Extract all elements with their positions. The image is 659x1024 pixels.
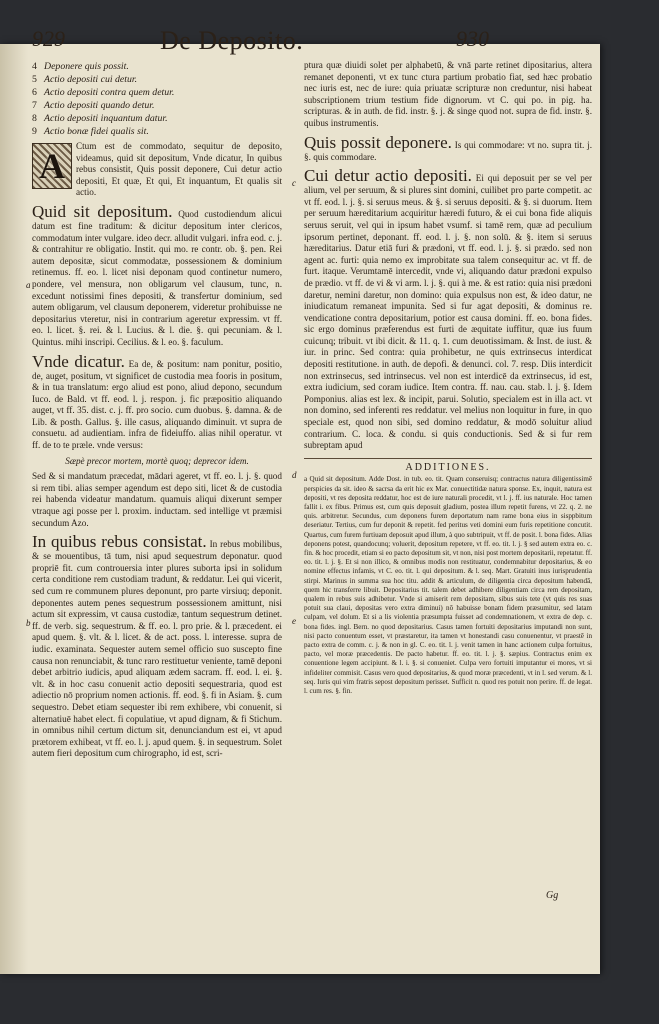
margin-letter: d (292, 470, 297, 480)
additiones-heading: ADDITIONES. (304, 458, 592, 474)
right-column (304, 60, 592, 696)
page-number-left: 929 (32, 26, 65, 51)
paragraph-scriptura: ptura quæ diuidi solet per alphabetū, & vnā parte retinet dipositarius, altera remanet deponenti, vt ex tunc ctura partium probatio fiat, sed hæc probatio nec iuris est, nec de iure: quia priuatæ scripturæ non creduntur, nisi habeat subscriptionem trium testium fide dignorum. vt C. qui po. in pig. ha. scripturas. & in auth. de fid. instr. §. j. & singe quod not. supra de fid. instr. §. quibus instrumentis. (304, 60, 592, 128)
margin-letter: a (26, 280, 31, 290)
rubric-cui-detur: Cui detur actio depositi. (304, 166, 472, 186)
margin-letter: b (26, 618, 31, 628)
verse-line: Sæpè precor mortem, mortè quoq; deprecor idem. (65, 455, 249, 466)
summary-item: 6 Actio depositi contra quem detur. (32, 87, 175, 98)
left-column (32, 60, 282, 760)
paragraph-mandatum: Sed & si mandatum præcedat, mādari ageret, vt ff. eo. l. j. §. quod si rem tibi. alias semper agendum est depo siti, licet & de custodia rei habenda videatur mandatum. quamuis aliqui dixerunt semper vtraque agi posse per l. proxim. inductam. sed intellige vt præmisi secundum Azo. (32, 471, 282, 528)
rubric-in-quibus-rebus: In quibus rebus consistat. (32, 532, 207, 552)
rubric-quid-sit: Quid sit depositum. (32, 201, 173, 221)
section-cui-detur: Cui detur actio depositi. Ei qui deposuit per se vel per alium, vel per seruum, & si plures sint domini, cuilibet pro parte competit. ac vt ff. eod. l. j. §. si seruus meus. & §. si seruus depositi. & §. si duorum. Item per seruum hæreditarium acquiritur hæredi futuro, & ei cui bona fide aliquis seruus seruit, vel qui in ipsum habet vsumf. si tamē rem, quæ ad peculium ipsorum pertinet, deponant. ff. eod. l. j. §. non solū. & §. item si seruus hæreditarius. Datur etiā furi & prædoni, vt ff. eod. l. j. §. si prædo. sed non agent ac. furti: quia nemo ex improbitate sua talem consequitur ac. vt ff. de furt. itaque. Verumtamē intercedit, vnde vi, aliquando datur prædoni expulso de prædio. vt ff. de vi & vi arm. l. j. §. qui à me. & est ratio: quia nisi prædoni daretur, nemini daretur, non domino: quia expulsus non est, & ideo datur, ne iniudicatum remaneat impunita. Sed si fur agat depositi, & dominus re. vendicatione contra depositarium, potior est causa domini. ff. eo. bona fides. sic ergo dominus præferendus est furti de æquitate iuffitur, quæ ius fuum cuicunq; tribuit. vt ibi dicit. & 11. q. 1. cum deuotissimam. & Inst. de iust. & iur. in princ. Sed contra: quia prohibetur, ne quis extrinsecus interdicat depositi restitutione. in auth. de depofi. & denunci. col. 7. resp. Diis interdicit non extrinsecus, sed intrinsecus. vel non est interdicē da extrinsecus, id est, extra iudicium, sed coram iudice. Item contra. ff. nau. cau. stab. l. j. §. Idem Pomponius. alias est lex. & incipit, parui. Solutio, specialem est in illa act. vt non domino, sed inferenti res reddatur. vel melius non loquitur in fure, in quo speciale est, quod non sibi, sed domino reddatur, & modō soluitur aliud contrarium. C. loca. & condu. si quis conductionis. Sed & si fur rem subreptam apud (304, 166, 593, 451)
additiones-text: a Quid sit depositum. Adde Dost. in tub. eo. tit. Quam conseruisq; contractus natura diligentissimē perspicies da sit. ideo & sacrsa da erit hic ex Mar. conuectitidæ natura sponse. Ex, inquit, natura est depositi, vt res deposita reddatur, hoc est de iure naturali procedit, vt l. j. ff. ius naturale. Hoc tamen fallit i. ex fibus. Primus est, cum quis deposuit gladium, postea illum repetit furens, vt 22. q. 2. ne quis. arbitretur. Secundus, cum deponens furem deportatum nam rame bona eius in sisppbitum deseriatur. Tertius, cum fur deponit & repetit. fed peritus veti domini eum furis repetitione concutit. Quartus, cum furem furtiuam deposuit apud illum, à quo subtripuit, vt ff. de posit. l. bona fides. Alias deponens potest, quandocunq; voluerit, depositum repetere, vt ff. eo. tit. l. j. § sed autem extra eo. c. fin. & hoc procedit, etiam si eo pacto depositum sit, vt non, nisi post mortem depositarii, repetatur. ff. eo. tit. l. j. §. Et si non illico, & omnibus modis non restituatur, condemnabitur depositarius, & eo nomine effectus infamis, vt C. eo. tit. l. qui depositum. & l. seq. Mart. Gratuiti inus iurisprudentia stirpi. Marinus in summa sua hoc titu. addit & articulum, de diligentia circa depositum habendā, quem hic transferre libuit. Depositarius tit. talem debet adhibere diligentiam circa rem depositam, qualem in rebus suis adhibetur. Vnde si amiserit rem depositam, sibus suis tete (vt quis res suas potuit sua claui, depositas vero extra diminui) nō habuisse bonam fidem præsumitur, sed latam culpam, vel dolum. Et si a lis violentia præsumpta fuisset ad condemnationem, vt extra de dep. c. bona fides. ingl. Bern. no quod depositarius. Casus tamen fortuiti depositarius imputandi non sunt, nisi pacto conuentum esset, vt præstaretur, ita tamen vt honestandi casu conuenentur, vt praestē in pacto extra de comm. c. j. & non in gl. C. eo. tit. l. j. venit tamen in hanc actionem culpa fortuitus, pacto, vel moræ præcedentis. De pacto habetur. ff. eo. tit. l. j. §. sæpius. Contractus enim ex conuentione legem accipiunt. & l. i. §. si conueniet. Culpa vero fortuiti imputantur ei mores, vt si infideliter commisit. Casus vero quod depositarius, & quod moræ præcedenti, vt in l. sed verum. & l. seq. Iuris qui vim fratris sepost depositum perisset. Sufficit n. quod res potuit non perire. ff. de legat. l. cum res. §. fin. (304, 475, 592, 696)
section-vnde-dicatur: Vnde dicatur. Ea de, & positum: nam ponitur, positio, de, auget, positum, vt significet de custodia mea fooris in positum, & in tua translatum: ergo aliud est pono, aliud depono, secundum Iuco. de Bald. vt ff. eod. l. j. respon. j. fic præpositio aliquando auget, vt ff. 35. dist. c. j. ff. pro socio. cum duobus. §. damna. & de Lib. & posth. Gallus. §. ille casus, aliquando diminuit. vt supra de consuetu. ad audientiam. infra de fideiuffo. alias nihil operatur. vt ff. de to te præle. vnde versus: (32, 351, 282, 451)
summary-list (32, 60, 282, 138)
signature-mark: Gg (546, 890, 559, 901)
margin-letter: c (292, 178, 296, 188)
summary-item: 5 Actio depositi cui detur. (32, 74, 138, 85)
opening-paragraph: A Ctum est de commodato, sequitur de deposito, videamus, quid sit depositum, Vnde dicatur, In quibus rebus consistit, Quis possit deponere, Cui detur actio depositi, Et quæ, Et qui, Et inquantum, Et qualis sit actio. (32, 141, 282, 199)
summary-item: 4 Deponere quis possit. (32, 61, 129, 72)
margin-letter: e (292, 616, 296, 626)
rubric-quis-possit: Quis possit deponere. (304, 132, 452, 152)
summary-item: 8 Actio depositi inquantum datur. (32, 113, 168, 124)
decorated-initial: A (32, 143, 72, 189)
summary-item: 9 Actio bonæ fidei qualis sit. (32, 126, 149, 137)
running-title: De Deposito. (160, 26, 304, 55)
section-in-quibus-rebus: In quibus rebus consistat. In rebus mobilibus, & se mouentibus, tā tum, nisi apud sequestrum deponatur. quod propriē fit. cum controuersia inter plures suborta ipsi in solidum certa conditione rem custodiam tradunt, & reddatur. Lei qui vicerit, sed cum re communem plures deponunt, pro parte virsiuq; deponit. deponentes autem penes sequestrum possessionem amittunt, nisi actum sit expressim, vt causa custodiæ, tantum sequestrum detinet. ff. de verb. sig. sequestrum. & ff. eo. l. pro prie. & l. præcedent. ei apud quem. §. vlt. & l. licet. & de act. poss. l. interesse. supra de iudic. examinata. Sequester autem semel officio suo suscepto fine causa non renunciabit, & tunc raro restituetur veniente, tamē deponi debet arbitrio iudicis, apud aliquam ædem sacram. ff. eod. l. ei. §. vlt. & in hoc casu conuenit actio depositi sequestraria, quod est adiectio nō proprium nomen actionis. ff. eod. §. fi in Asiam. §. cum sequestro. Debet etiam sequester ibi rem exhibere, vbi conuenit, si alternatiuē habet elect. fi copulatiue, vt apud dignam, & fi Stichum. in omnibus nihil certum dictum sit, denunciandum est ei, vt apud prætorem exhibeat, vt ff. eo. l. j. apud quem. §. in sequestrum. Solet autem fieri depositum cum chirographo, id est, scri- (32, 532, 283, 759)
section-quis-possit: Quis possit deponere. Is qui commodare: vt no. supra tit. j. §. quis commodare. (304, 132, 592, 162)
rubric-vnde-dicatur: Vnde dicatur. (32, 351, 125, 371)
page-number-right: 930 (456, 26, 489, 51)
summary-item: 7 Actio depositi quando detur. (32, 100, 155, 111)
section-quid-sit: Quid sit depositum. Quod custodiendum alicui datum est fine traditum: & dicitur depositum inter clericos, commodatum inter vulgare. ideo decr. alludit vulgari. infra eod. c. j. & contrahitur re obligatio. Instit. qui mo. re contr. ob. §. pen. Rei autem depositæ, sicut commodatæ, possessionem & dominium retinemus. ff. eo. l. licet nisi deponam quod continetur numero, pondere, vel mensura, non obligarum vel clausum, tunc, n. excedunt notissimi fines depositi, & transfertur dominium, sed autem obligarum, vel clausum deponerem, videretur prohibuisse ne depositarius vteretur, nisi in contrarium ageretur expressim. vt ff. eo. l. licet. §. rei. & l. Lucius. & l. die. §. qui pecuniam. & l. Quintus. mihi inscripi. Cecilius. & l. eo. §. faculum. (32, 201, 282, 347)
page-gutter (0, 44, 28, 974)
